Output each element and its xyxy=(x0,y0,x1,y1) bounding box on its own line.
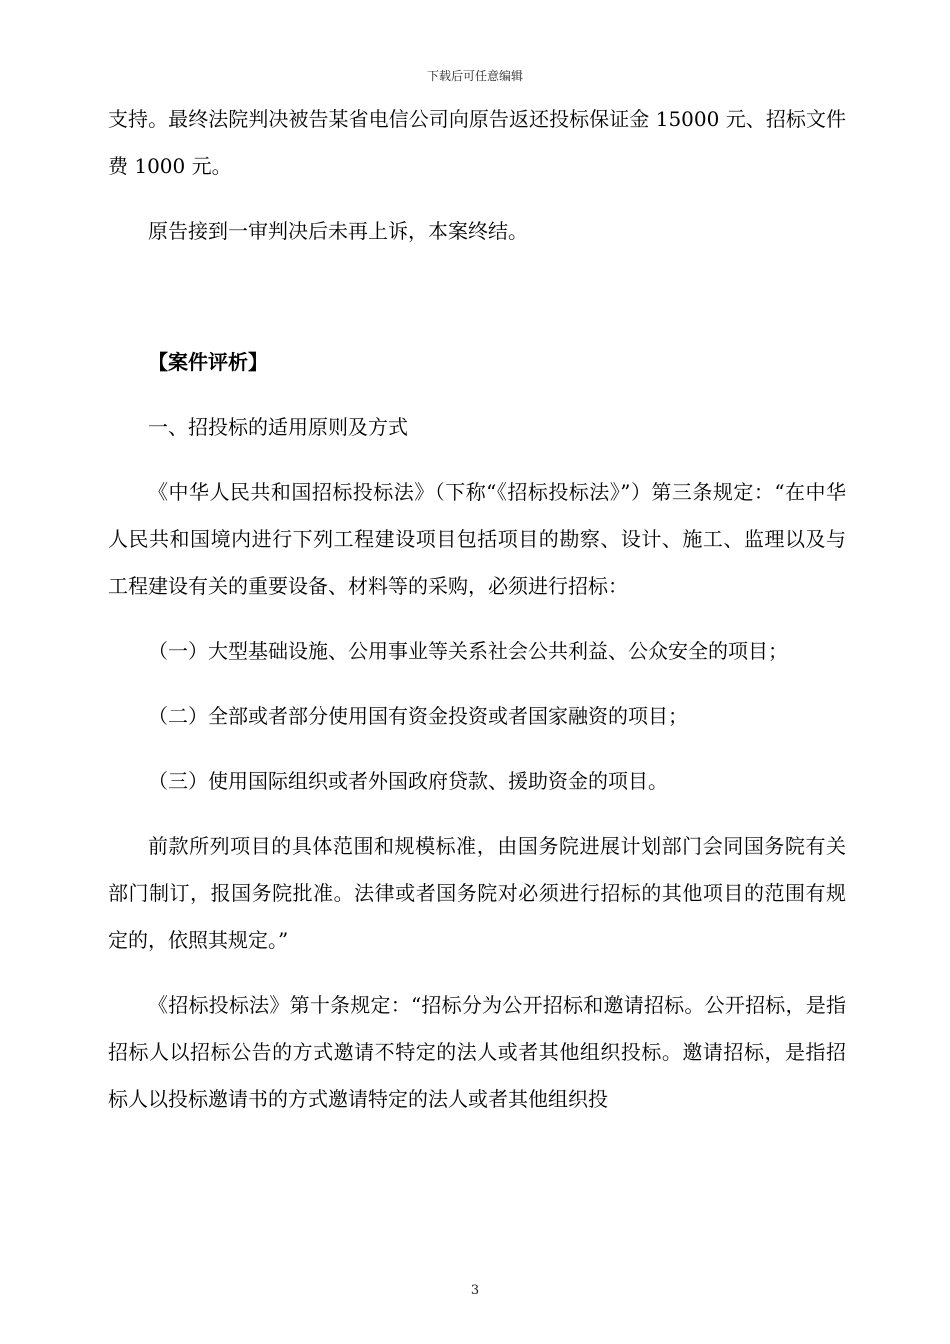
list-item-1: （一）大型基础设施、公用事业等关系社会公共利益、公众安全的项目； xyxy=(148,639,788,663)
subsection-title: 一、招投标的适用原则及方式 xyxy=(148,415,408,439)
document-body xyxy=(108,96,846,1123)
paragraph-article-3: 《中华人民共和国招标投标法》（下称“《招标投标法》”）第三条规定：“在中华人民共和国境内进行下列工程建设项目包括项目的勘察、设计、施工、监理以及与工程建设有关的重要设备、材料等的采购，必须进行招标： xyxy=(108,480,846,598)
page-header: 下载后可任意编辑 xyxy=(426,69,523,83)
section-heading: 【案件评析】 xyxy=(148,350,268,374)
paragraph-judgment: 支持。最终法院判决被告某省电信公司向原告返还投标保证金 15000 元、招标文件费 1000 元。 xyxy=(108,107,846,178)
paragraph-scope: 前款所列项目的具体范围和规模标准，由国务院进展计划部门会同国务院有关部门制订，报国务院批准。法律或者国务院对必须进行招标的其他项目的范围有规定的，依照其规定。” xyxy=(108,834,846,952)
page-number: 3 xyxy=(470,1283,480,1298)
list-item-2: （二）全部或者部分使用国有资金投资或者国家融资的项目； xyxy=(148,704,688,728)
paragraph-case-closed: 原告接到一审判决后未再上诉，本案终结。 xyxy=(148,219,528,243)
list-item-3: （三）使用国际组织或者外国政府贷款、援助资金的项目。 xyxy=(148,769,668,793)
paragraph-article-10: 《招标投标法》第十条规定：“招标分为公开招标和邀请招标。公开招标，是指招标人以招标公告的方式邀请不特定的法人或者其他组织投标。邀请招标，是指招标人以投标邀请书的方式邀请特定的法人或者其他组织投 xyxy=(108,993,846,1111)
